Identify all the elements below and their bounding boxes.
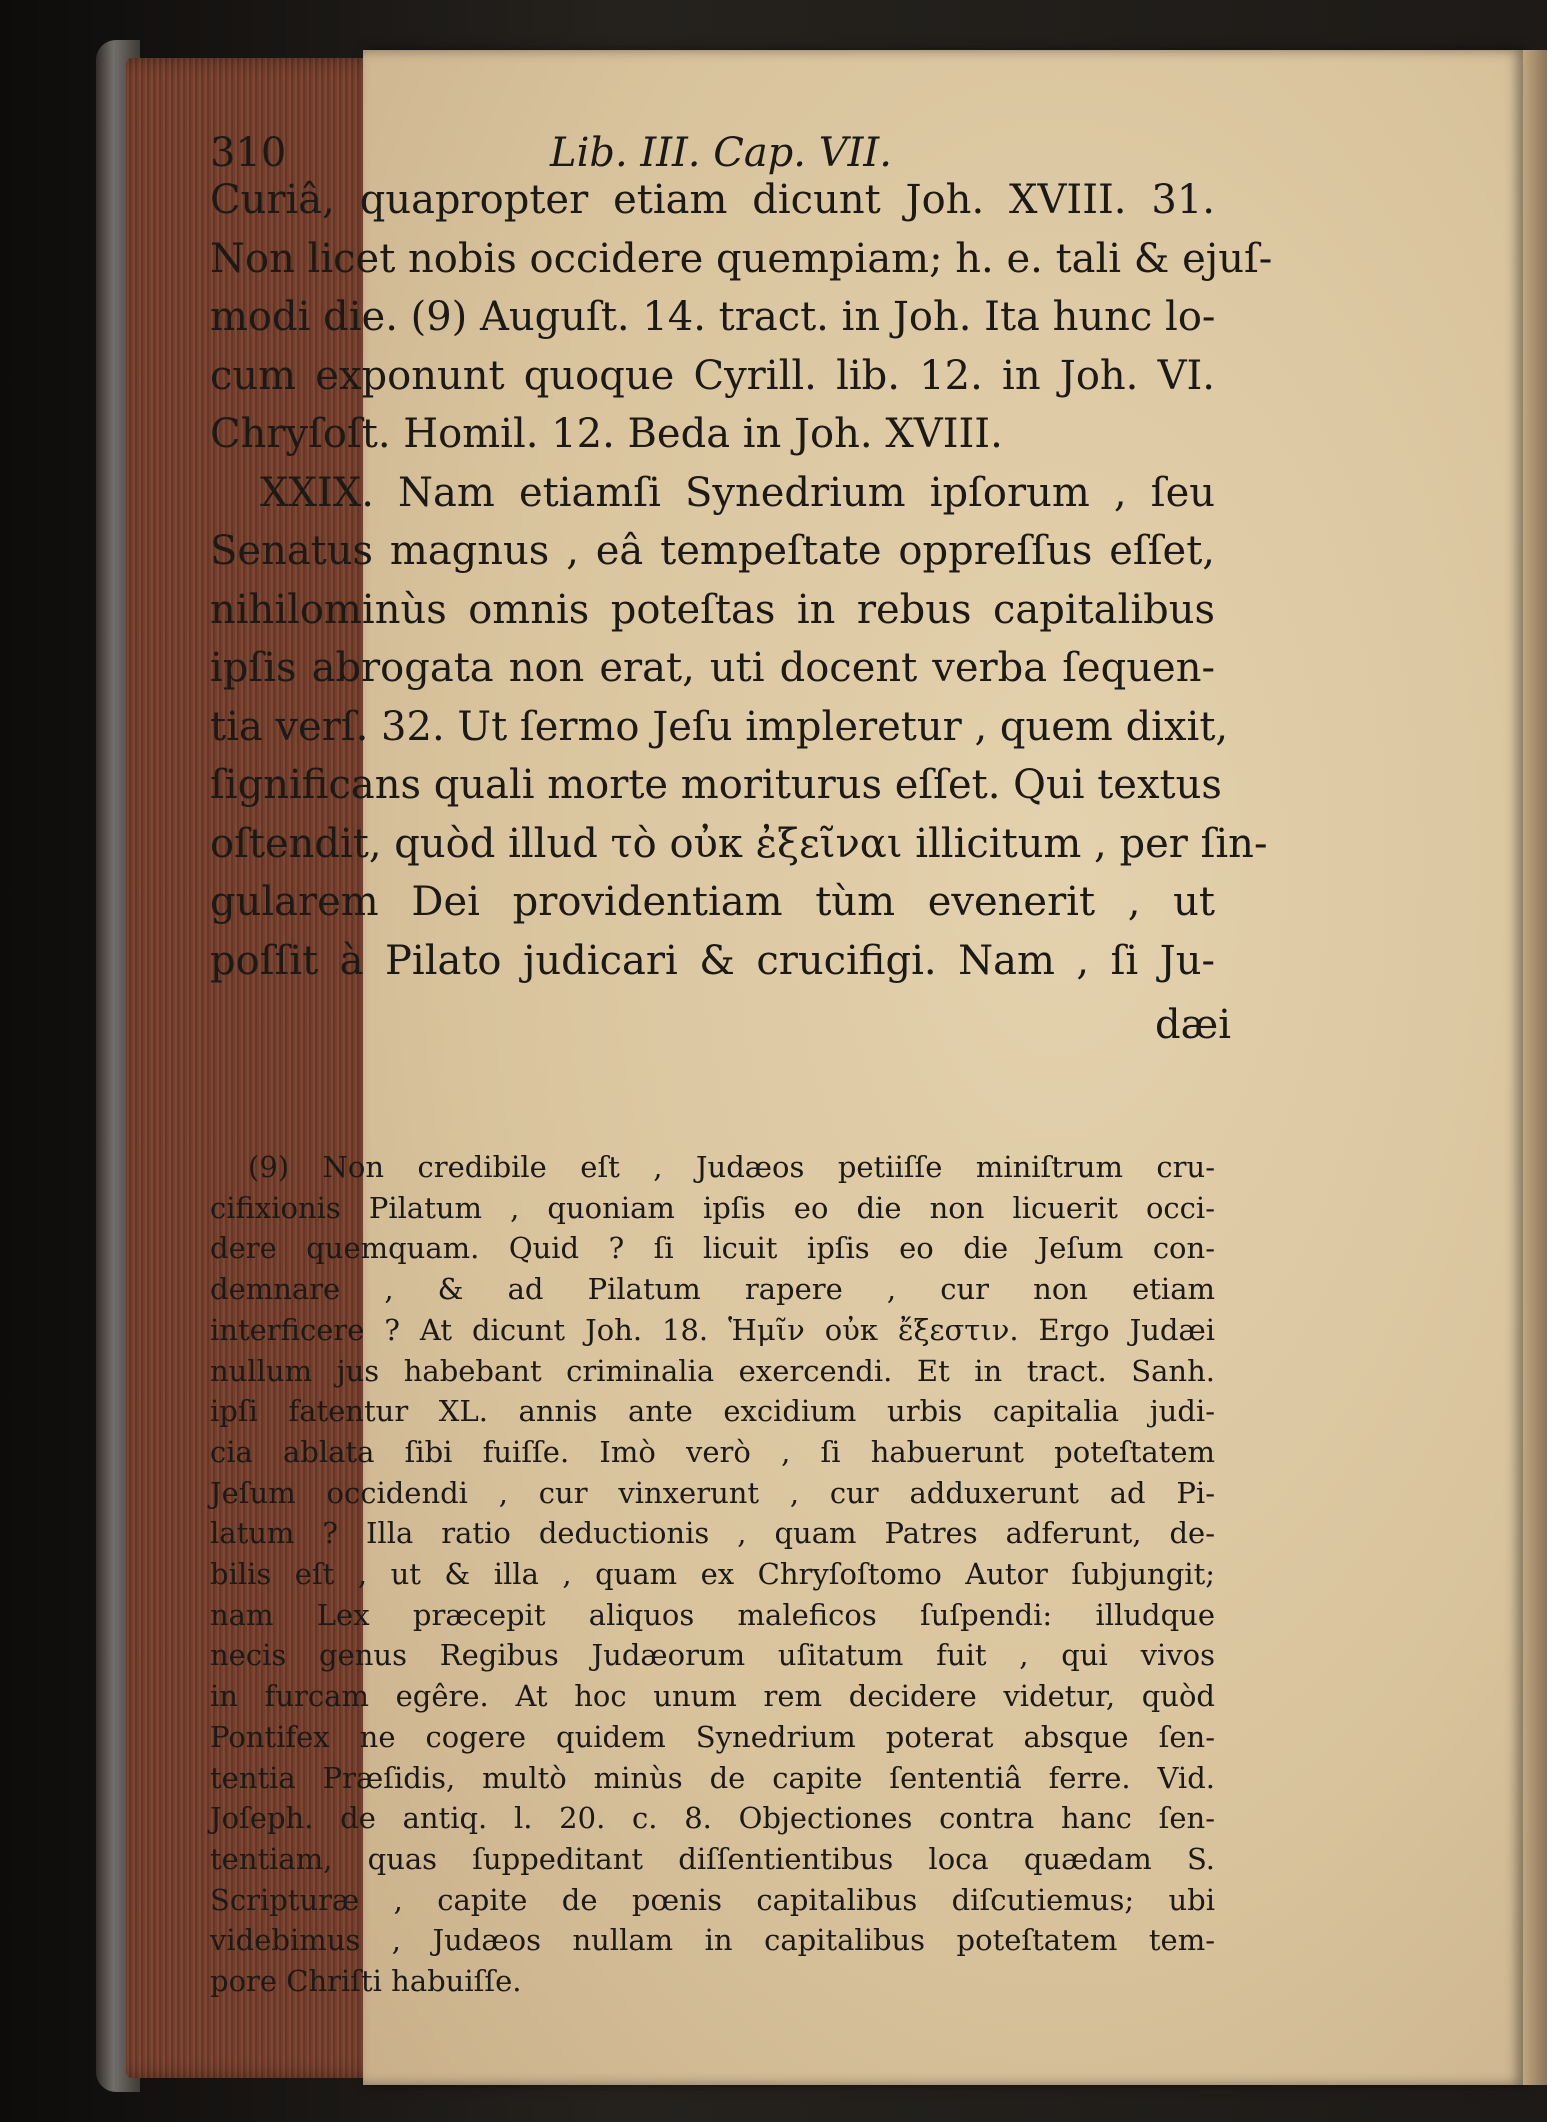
text-line: poſſit à Pilato judicari & crucifigi. Nam , ſi Ju-: [210, 937, 1215, 984]
text-line: Curiâ, quapropter etiam dicunt Joh. XVIII. 31.: [210, 177, 1215, 223]
footnote-line: pore Chriſti habuiſſe.: [210, 1964, 522, 1998]
page-gutter: [1523, 50, 1547, 2085]
page-number: 310: [210, 130, 287, 176]
catchword: dæi: [1155, 1002, 1231, 1048]
text-line: ſignificans quali morte moriturus eſſet. Qui textus: [210, 762, 1222, 808]
footnote-line: nam Lex præcepit aliquos maleficos ſuſpendi: illudque: [210, 1597, 1215, 1632]
footnote-line: demnare , & ad Pilatum rapere , cur non etiam: [210, 1272, 1215, 1307]
text-line: tia verſ. 32. Ut ſermo Jeſu impleretur , quem dixit,: [210, 703, 1229, 750]
text-line: ipſis abrogata non erat, uti docent verba ſequen-: [210, 645, 1215, 691]
text-line: Chryſoſt. Homil. 12. Beda in Joh. XVIII.: [210, 411, 1003, 457]
footnote-line: tentia Præſidis, multò minùs de capite ſententiâ ferre. Vid.: [210, 1760, 1215, 1795]
page-header: [210, 100, 1215, 176]
footnote-line: in furcam egêre. At hoc unum rem decidere videtur, quòd: [210, 1679, 1215, 1714]
text-line: cum exponunt quoque Cyrill. lib. 12. in Joh. VI.: [210, 352, 1215, 399]
footnote-line: videbimus , Judæos nullam in capitalibus poteſtatem tem-: [210, 1923, 1215, 1958]
footnote-line: cifixionis Pilatum , quoniam ipſis eo die non licuerit occi-: [210, 1190, 1215, 1225]
text-line: gularem Dei providentiam tùm evenerit , ut: [210, 879, 1215, 925]
footnote-line: ipſi fatentur XL. annis ante excidium urbis capitalia judi-: [210, 1394, 1215, 1429]
page-text: [210, 100, 1273, 1998]
text-line: XXIX. Nam etiamſi Synedrium ipſorum , ſeu: [260, 469, 1215, 516]
footnote-line: Joſeph. de antiq. l. 20. c. 8. Objectiones contra hanc ſen-: [210, 1801, 1215, 1836]
footnote-line: tentiam, quas ſuppeditant diſſentientibus loca quædam S.: [210, 1841, 1215, 1876]
footnote-line: bilis eſt , ut & illa , quam ex Chryſoſtomo Autor ſubjungit;: [210, 1557, 1215, 1591]
text-line: oſtendit, quòd illud τὸ οὐκ ἐξεῖναι illicitum , per ſin-: [210, 820, 1268, 867]
footnote-line: Scripturæ , capite de pœnis capitalibus diſcutiemus; ubi: [210, 1882, 1215, 1917]
footnote-line: nullum jus habebant criminalia exercendi. Et in tract. Sanh.: [210, 1353, 1215, 1388]
footnote-line: latum ? Illa ratio deductionis , quam Patres adferunt, de-: [210, 1516, 1215, 1551]
footnote-line: dere quemquam. Quid ? ſi licuit ipſis eo die Jeſum con-: [210, 1231, 1215, 1266]
footnote-line: Pontifex ne cogere quidem Synedrium poterat absque ſen-: [210, 1719, 1215, 1754]
running-head: Lib. III. Cap. VII.: [550, 130, 892, 176]
text-line: Senatus magnus , eâ tempeſtate oppreſſus eſſet,: [210, 528, 1215, 574]
footnote-line: interficere ? At dicunt Joh. 18. Ἡμῖν οὐκ ἔξεστιν. Ergo Judæi: [210, 1312, 1215, 1347]
footnote-line: (9) Non credibile eſt , Judæos petiiſſe miniſtrum cru-: [248, 1150, 1215, 1184]
footnote-line: necis genus Regibus Judæorum uſitatum fuit , qui vivos: [210, 1638, 1215, 1673]
footnote-line: cia ablata ſibi fuiſſe. Imò verò , ſi habuerunt poteſtatem: [210, 1434, 1215, 1469]
text-line: modi die. (9) Auguſt. 14. tract. in Joh. Ita hunc lo-: [210, 294, 1216, 340]
text-line: Non licet nobis occidere quempiam; h. e. tali & ejuſ-: [210, 235, 1273, 282]
text-line: nihilominùs omnis poteſtas in rebus capitalibus: [210, 586, 1215, 633]
footnote-line: Jeſum occidendi , cur vinxerunt , cur adduxerunt ad Pi-: [210, 1475, 1215, 1510]
